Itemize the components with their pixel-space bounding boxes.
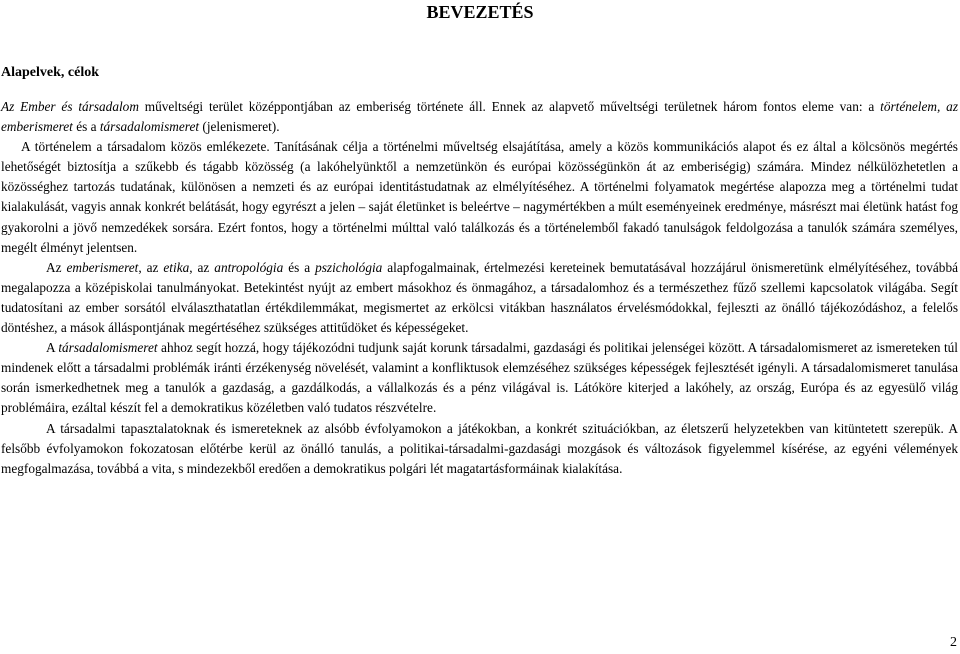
intro-item-1: történelem, az emberismeret (1, 99, 958, 135)
section-heading: Alapelvek, célok (1, 65, 99, 80)
page-title: BEVEZETÉS (426, 2, 534, 22)
human-sep-1: , az (138, 259, 164, 275)
paragraph-social-experience: A társadalmi tapasztalatoknak és ismereteknek az alsóbb évfolyamokon a játékokban, a konkrét szituációkban, az életszerű helyzetekben van kitüntetett szerepük. A felsőbb évfolyamokon fokozatosan előtérbe kerül az önálló tanulás, a politikai-társadalmi-gazdasági mozgások és változások figyelemmel kísérése, az egyéni vélemények megfogalmazása, továbbá a vita, s mindezekből eredően a demokratikus polgári lét magatartásformáinak kialakítása. (1, 420, 958, 476)
intro-end: (jelenismeret). (199, 119, 280, 135)
term-tarsadalomismeret: társadalomismeret (58, 340, 158, 356)
body-text (1, 97, 958, 479)
social-start: A (46, 340, 59, 356)
term-pszichologia: pszichológia (315, 259, 383, 275)
term-emberismeret: emberismeret (66, 259, 139, 275)
history-sentence: A történelem a társadalom közös emlékezete. (21, 139, 270, 155)
social-rest: ahhoz segít hozzá, hogy tájékozódni tudjunk saját korunk társadalmi, gazdasági és politikai jelenségei között. A társadalomismeret az ismereteken túl mindenek előtt a társadalmi problémák iránti érzékenység növelését, valamint a konfliktusok elemzéséhez szükséges képességek fejlesztését igényli. A társadalomismeret tanulása során ismerkedhetnek meg a tanulók a gazdaság, a gazdálkodás, a vállalkozás és a pénz világával is. Látóköre kiterjed a lakóhely, az ország, Európa és az egyesülő világ problémáira, ezáltal készít fel a demokratikus közéletben való tudatos részvételre. (1, 340, 958, 416)
intro-item-2: társadalomismeret (99, 119, 200, 135)
human-start: Az (46, 259, 67, 275)
intro-italic: Az Ember és társadalom (1, 99, 139, 114)
paragraph-social-knowledge (1, 338, 958, 418)
term-antropologia: antropológia (214, 259, 284, 275)
term-etika: etika (163, 259, 190, 275)
human-rest: alapfogalmainak, értelmezési kereteinek bemutatásával hozzájárul önismeretünk elmélyítéséhez, továbbá megalapozza a középiskolai tanulmányokat. Betekintést nyújt az embert másokhoz és önmagához, a társadalomhoz és a természethez fűző szellemi kapcsolatok világába. Segít tudatosítani az ember sorsától elválaszthatatlan értékdilemmákat, megismertet az erkölcsi vitákban használatos érvelésmódokkal, fejleszti az önálló tájékozódáshoz, a felelős döntéshez, a mások álláspontjának megértéséhez szükséges attitűdöket és képességeket. (1, 259, 959, 336)
history-purpose: Tanításának célja a történelmi műveltség elsajátítása, amely a közös kommunikációs alapot és ez által a kölcsönös megértés lehetőségét biztosítja a szűkebb és tágabb közösség (a lakóhelyünktől a nemzetünkön és európai közösségünkön át az emberiségig) számára. Mindez nélkülözhetetlen a közösséghez tartozás tudatának, különösen a nemzeti és az európai identitástudatnak az elmélyítéséhez. A történelmi folyamatok megértése alapozza meg a történelmi tudat kialakulását, vagyis annak konkrét belátását, hogy egyrészt a jelen – saját életünket is beleértve – nagymértékben a múlt eseményeinek eredménye, másrészt mai életünk hatást fog gyakorolni a jövő nemzedékek sorsára. Ezért fontos, hogy a történelmi múlttal való találkozás és a történelemből fakadó tanulságok feldolgozása a tanulók számára személyes, megélt élményt jelentsen. (1, 139, 958, 255)
intro-between: és a (72, 119, 100, 135)
intro-text: műveltségi terület középpontjában az emberiség története áll. Ennek az alapvető műveltségi területnek három fontos eleme van: a (138, 99, 881, 114)
paragraph-history (1, 137, 958, 258)
page-number: 2 (950, 635, 957, 650)
human-sep-2: , az (189, 259, 215, 275)
human-sep-3: és a (283, 259, 316, 275)
paragraph-intro (1, 97, 958, 137)
paragraph-human-knowledge (1, 258, 958, 338)
